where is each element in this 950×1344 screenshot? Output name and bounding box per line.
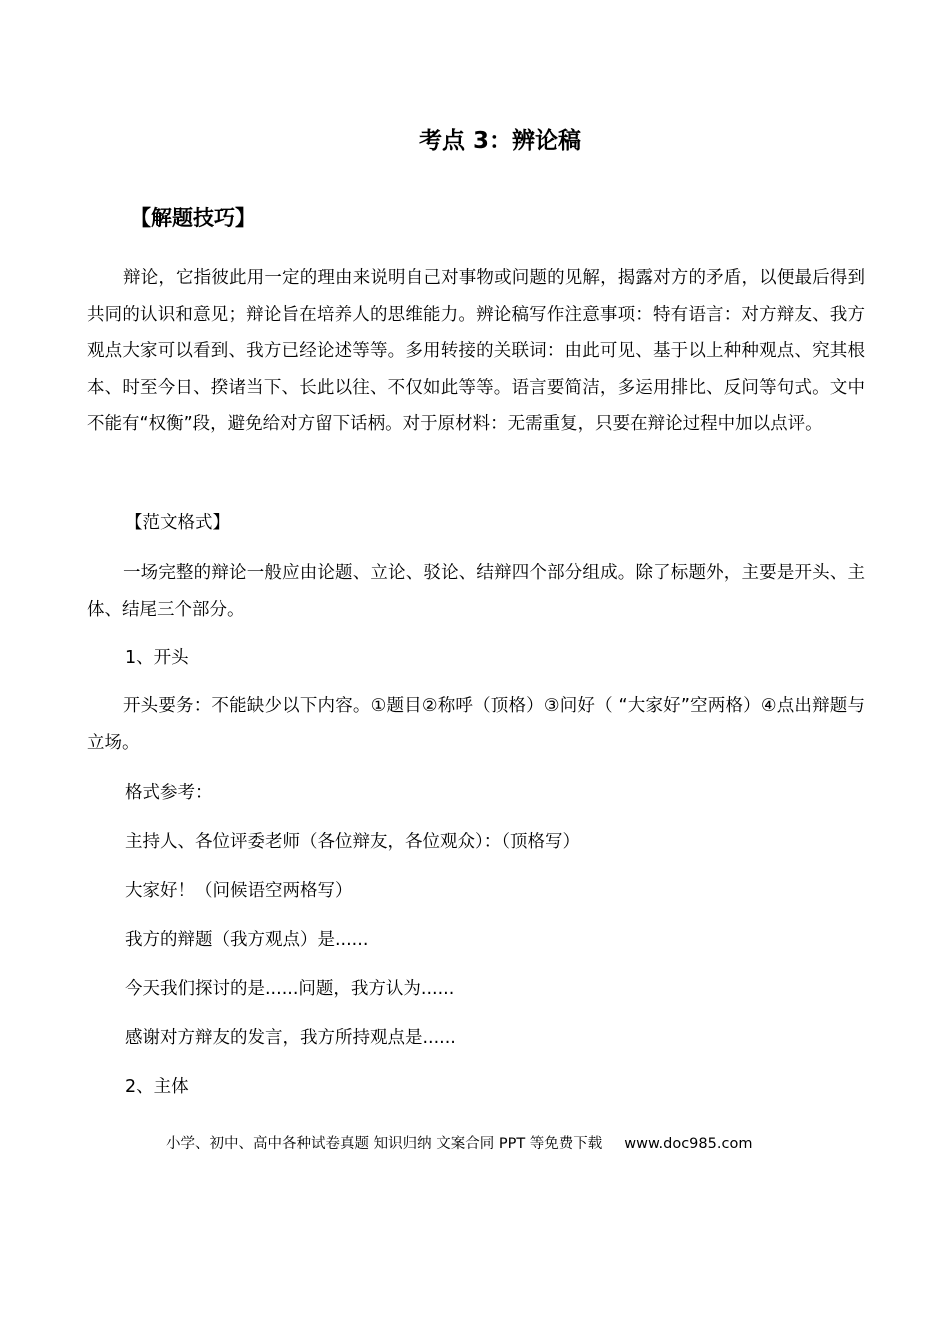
structure-paragraph: 一场完整的辩论一般应由论题、立论、驳论、结辩四个部分组成。除了标题外，主要是开头、主体、结尾三个部分。	[87, 563, 865, 620]
footer-url-link[interactable]: www.doc985.com	[624, 1136, 753, 1152]
example-line: 主持人、各位评委老师（各位辩友，各位观众）：（顶格写）	[125, 832, 580, 852]
format-reference-label: 格式参考：	[125, 783, 213, 803]
section-heading-format: 【范文格式】	[125, 513, 230, 533]
example-line: 今天我们探讨的是......问题，我方认为......	[125, 979, 455, 999]
intro-paragraph: 辩论，它指彼此用一定的理由来说明自己对事物或问题的见解，揭露对方的矛盾，以便最后得到共同的认识和意见；辩论旨在培养人的思维能力。辨论稿写作注意事项：特有语言：对方辩友、我方观点大家可以看到、我方已经论述等等。多用转接的关联词：由此可见、基于以上种种观点、究其根本、时至今日、揆诸当下、长此以往、不仅如此等等。语言要简洁，多运用排比、反问等句式。文中不能有“权衡”段，避免给对方留下话柄。对于原材料：无需重复，只要在辩论过程中加以点评。	[87, 268, 865, 434]
footer-text: 小学、初中、高中各种试卷真题 知识归纳 文案合同 PPT 等免费下载	[166, 1136, 603, 1152]
section-heading-tips: 【解题技巧】	[130, 206, 256, 230]
example-line: 感谢对方辩友的发言，我方所持观点是......	[125, 1028, 456, 1048]
example-line: 大家好！（问候语空两格写）	[125, 881, 353, 901]
part1-heading: 1、开头	[125, 648, 189, 668]
page-footer	[166, 1130, 752, 1158]
part2-heading: 2、主体	[125, 1077, 189, 1097]
opening-paragraph: 开头要务：不能缺少以下内容。①题目②称呼（顶格）③问好（ “大家好”空两格）④点出辩题与立场。	[87, 696, 865, 753]
example-line: 我方的辩题（我方观点）是......	[125, 930, 369, 950]
page-title: 考点 3：辨论稿	[418, 128, 581, 154]
